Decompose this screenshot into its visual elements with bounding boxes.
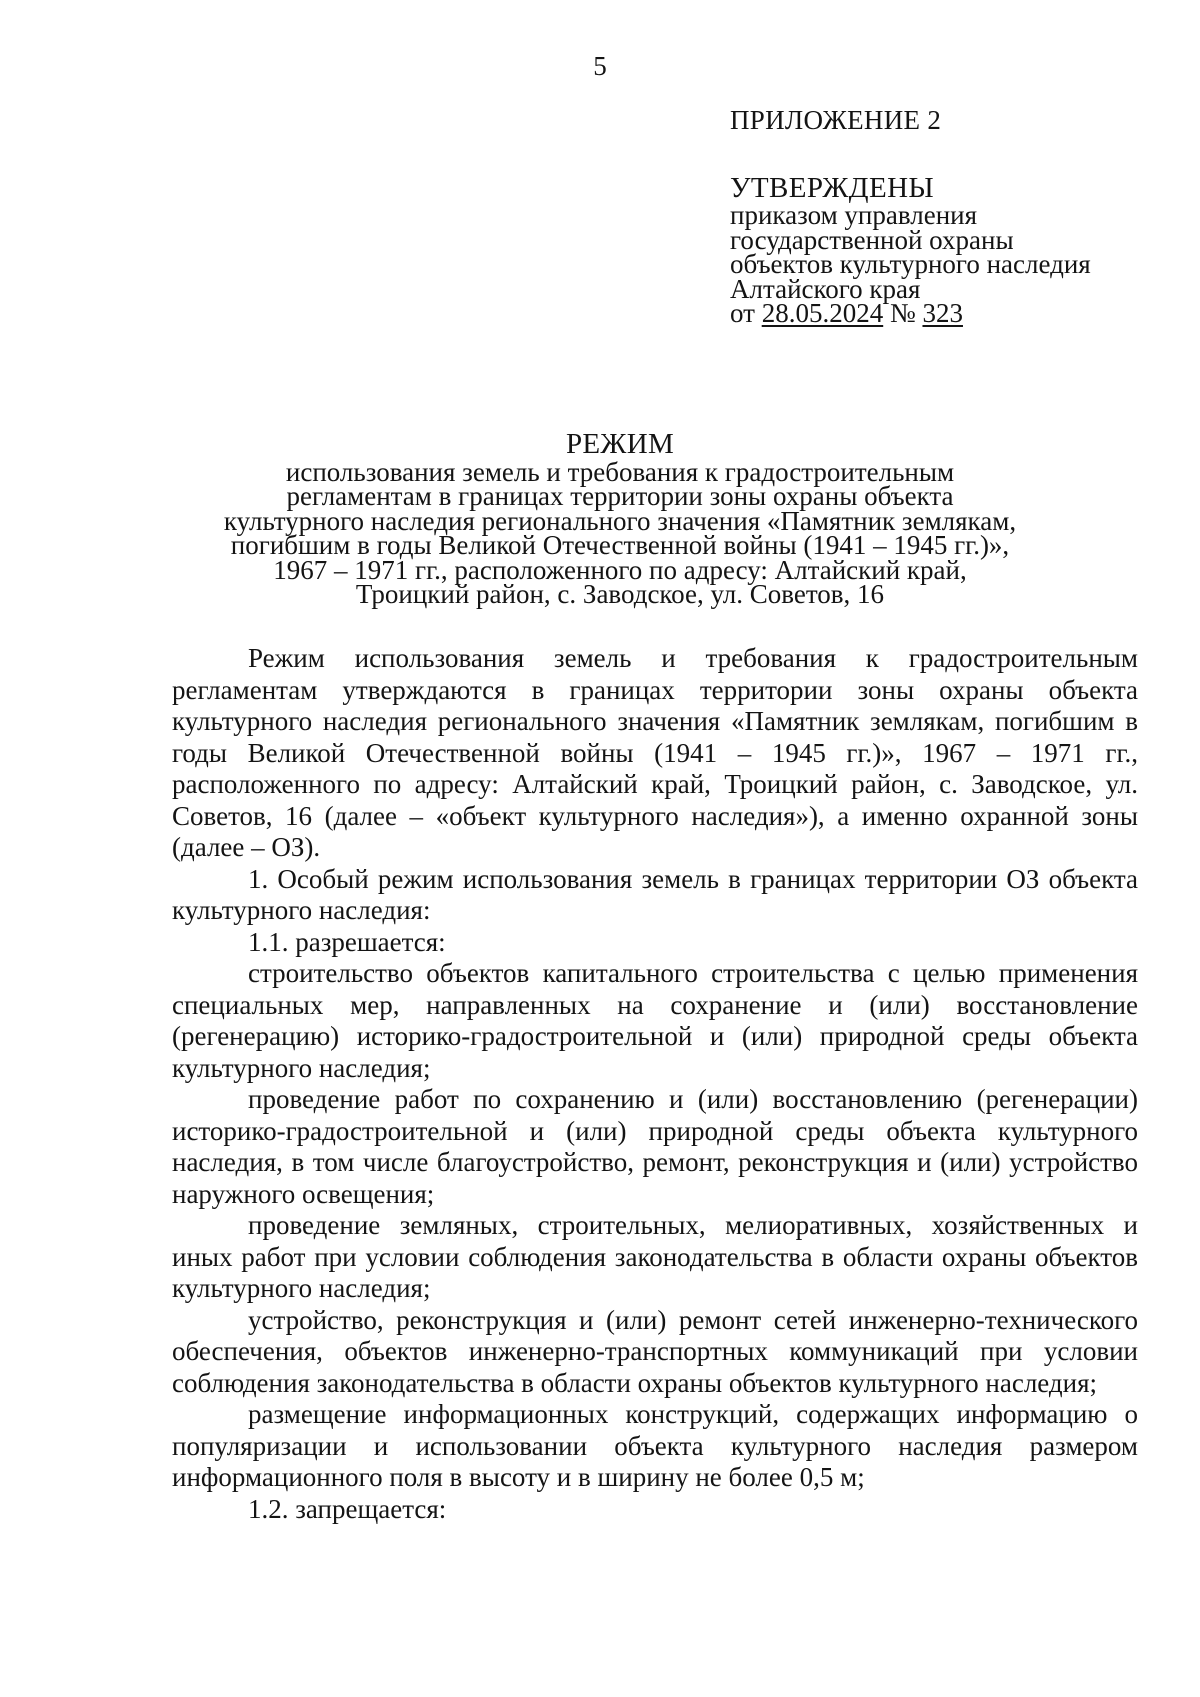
appendix-title: ПРИЛОЖЕНИЕ 2 <box>730 105 942 135</box>
document-body <box>172 643 1138 1525</box>
allowed-item: проведение земляных, строительных, мелиоративных, хозяйственных и иных работ при условии соблюдения законодательства в области охраны объектов культурного наследия; <box>172 1210 1138 1303</box>
approved-by-line: приказом управления <box>730 200 978 230</box>
approval-block <box>730 105 1170 328</box>
document-heading <box>210 428 1030 610</box>
document-subtitle-line: регламентам в границах территории зоны охраны объекта <box>286 481 954 512</box>
order-number-sign: № <box>883 298 923 328</box>
order-reference <box>730 298 1170 328</box>
allowed-label: 1.1. разрешается: <box>248 926 446 957</box>
page-number: 5 <box>593 51 607 81</box>
approved-by-line: объектов культурного наследия <box>730 249 1091 279</box>
forbidden-label: 1.2. запрещается: <box>248 1493 447 1524</box>
approved-by-line: государственной охраны <box>730 224 1014 255</box>
document-subtitle-line: погибшим в годы Великой Отечественной войны (1941 – 1945 гг.)», <box>230 530 1010 561</box>
order-number: 323 <box>922 298 963 328</box>
approved-by-line: Алтайского края <box>730 273 921 304</box>
allowed-item: размещение информационных конструкций, содержащих информацию о популяризации и использовании объекта культурного наследия размером информационного поля в высоту и в ширину не более 0,5 м; <box>172 1399 1138 1492</box>
order-prefix: от <box>730 298 762 328</box>
document-subtitle-line: культурного наследия регионального значения «Памятник землякам, <box>223 505 1017 536</box>
approved-title: УТВЕРЖДЕНЫ <box>730 172 935 204</box>
intro-paragraph: Режим использования земель и требования к градостроительным регламентам утверждаются в границах территории зоны охраны объекта культурного наследия регионального значения «Памятник землякам, погибшим в годы Великой Отечественной войны (1941 – 1945 гг.)», 1967 – 1971 гг., расположенного по адресу: Алтайский край, Троицкий район, с. Заводское, ул. Советов, 16 (далее – «объект культурного наследия»), а именно охранной зоны (далее – ОЗ). <box>172 643 1138 862</box>
document-subtitle-line: Троицкий район, с. Заводское, ул. Советов, 16 <box>355 579 885 610</box>
document-subtitle-line: 1967 – 1971 гг., расположенного по адресу: Алтайский край, <box>273 554 967 585</box>
allowed-item: проведение работ по сохранению и (или) восстановлению (регенерации) историко-градостроительной и (или) природной среды объекта культурного наследия, в том числе благоустройство, ремонт, реконструкция и (или) устройство наружного освещения; <box>172 1084 1138 1209</box>
document-title: РЕЖИМ <box>565 428 675 460</box>
allowed-item: устройство, реконструкция и (или) ремонт сетей инженерно-технического обеспечения, объектов инженерно-транспортных коммуникаций при условии соблюдения законодательства в области охраны объектов культурного наследия; <box>172 1304 1138 1398</box>
allowed-item: строительство объектов капитального строительства с целью применения специальных мер, направленных на сохранение и (или) восстановление (регенерацию) историко-градостроительной и (или) природной среды объекта культурного наследия; <box>172 958 1138 1083</box>
section-1-paragraph: 1. Особый режим использования земель в границах территории ОЗ объекта культурного наследия: <box>172 863 1138 925</box>
document-subtitle-line: использования земель и требования к градостроительным <box>285 457 955 487</box>
order-date: 28.05.2024 <box>761 298 884 328</box>
